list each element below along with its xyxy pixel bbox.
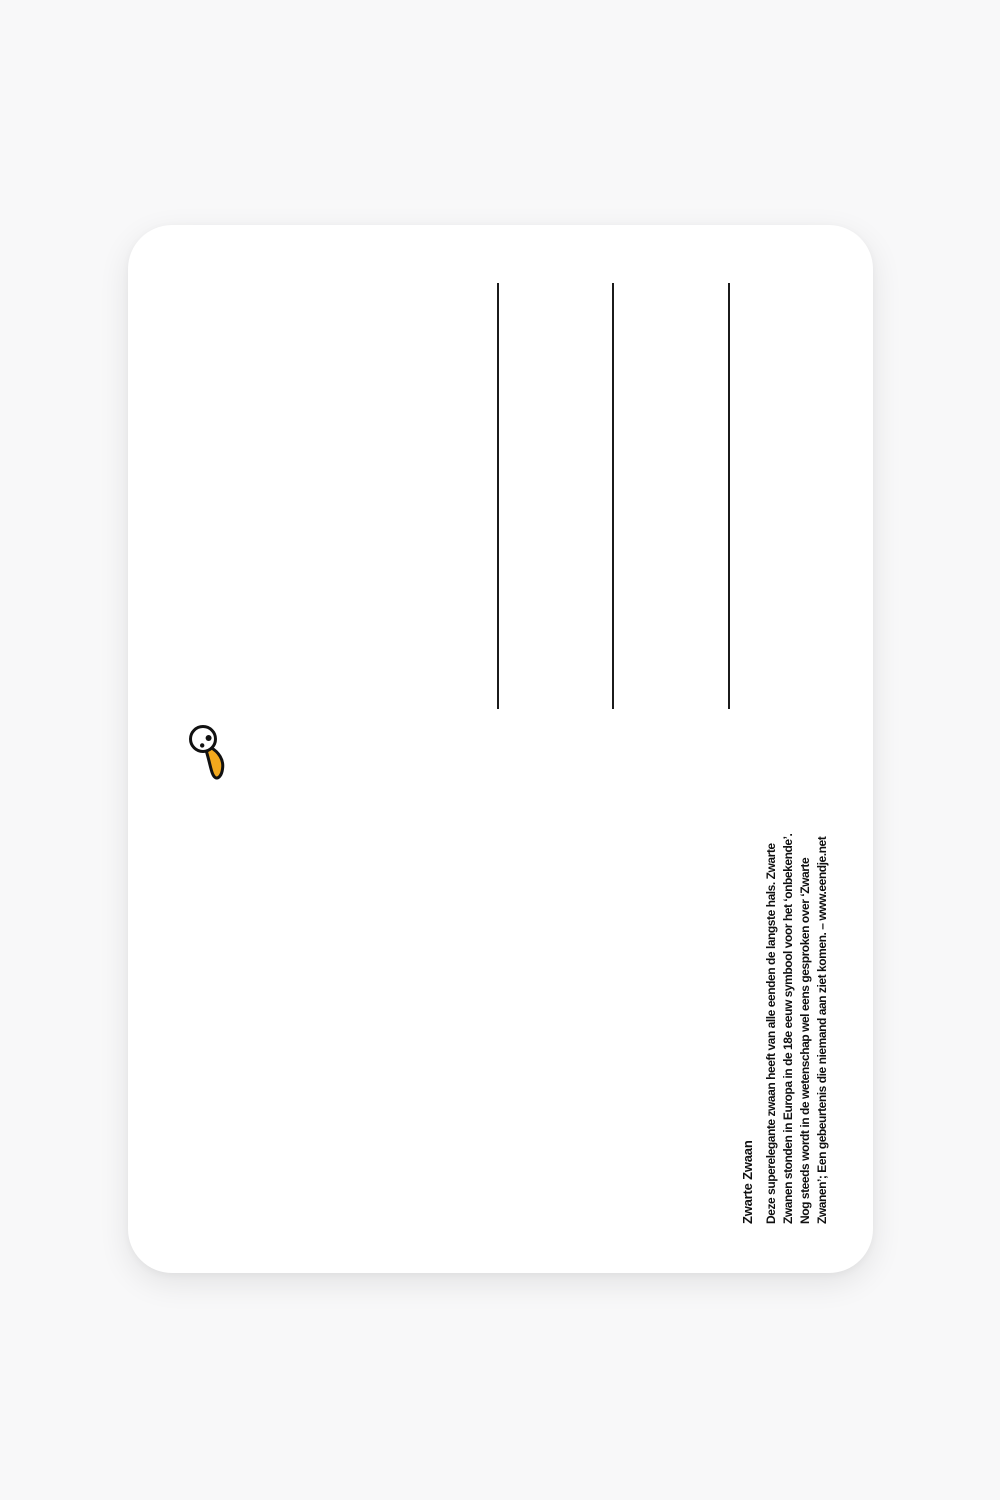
duck-eye — [206, 735, 212, 741]
caption-line: Zwanen stonden in Europa in de 18e eeuw symbool voor het ‘onbekende’. — [781, 833, 795, 1224]
caption-title: Zwarte Zwaan — [740, 1140, 755, 1224]
address-line — [612, 283, 614, 709]
postcard-back — [128, 225, 873, 1273]
caption-line: Zwanen’; Een gebeurtenis die niemand aan ziet komen. – www.eendje.net — [815, 836, 829, 1224]
duck-head-icon — [181, 719, 231, 789]
address-line — [728, 283, 730, 709]
caption-block — [740, 814, 831, 1224]
duck-nostril — [200, 743, 204, 747]
caption-line: Nog steeds wordt in de wetenschap wel eens gesproken over ‘Zwarte — [798, 857, 812, 1224]
caption-line: Deze superelegante zwaan heeft van alle eenden de langste hals. Zwarte — [764, 843, 778, 1224]
address-line — [497, 283, 499, 709]
duck-head-outline — [191, 727, 216, 752]
